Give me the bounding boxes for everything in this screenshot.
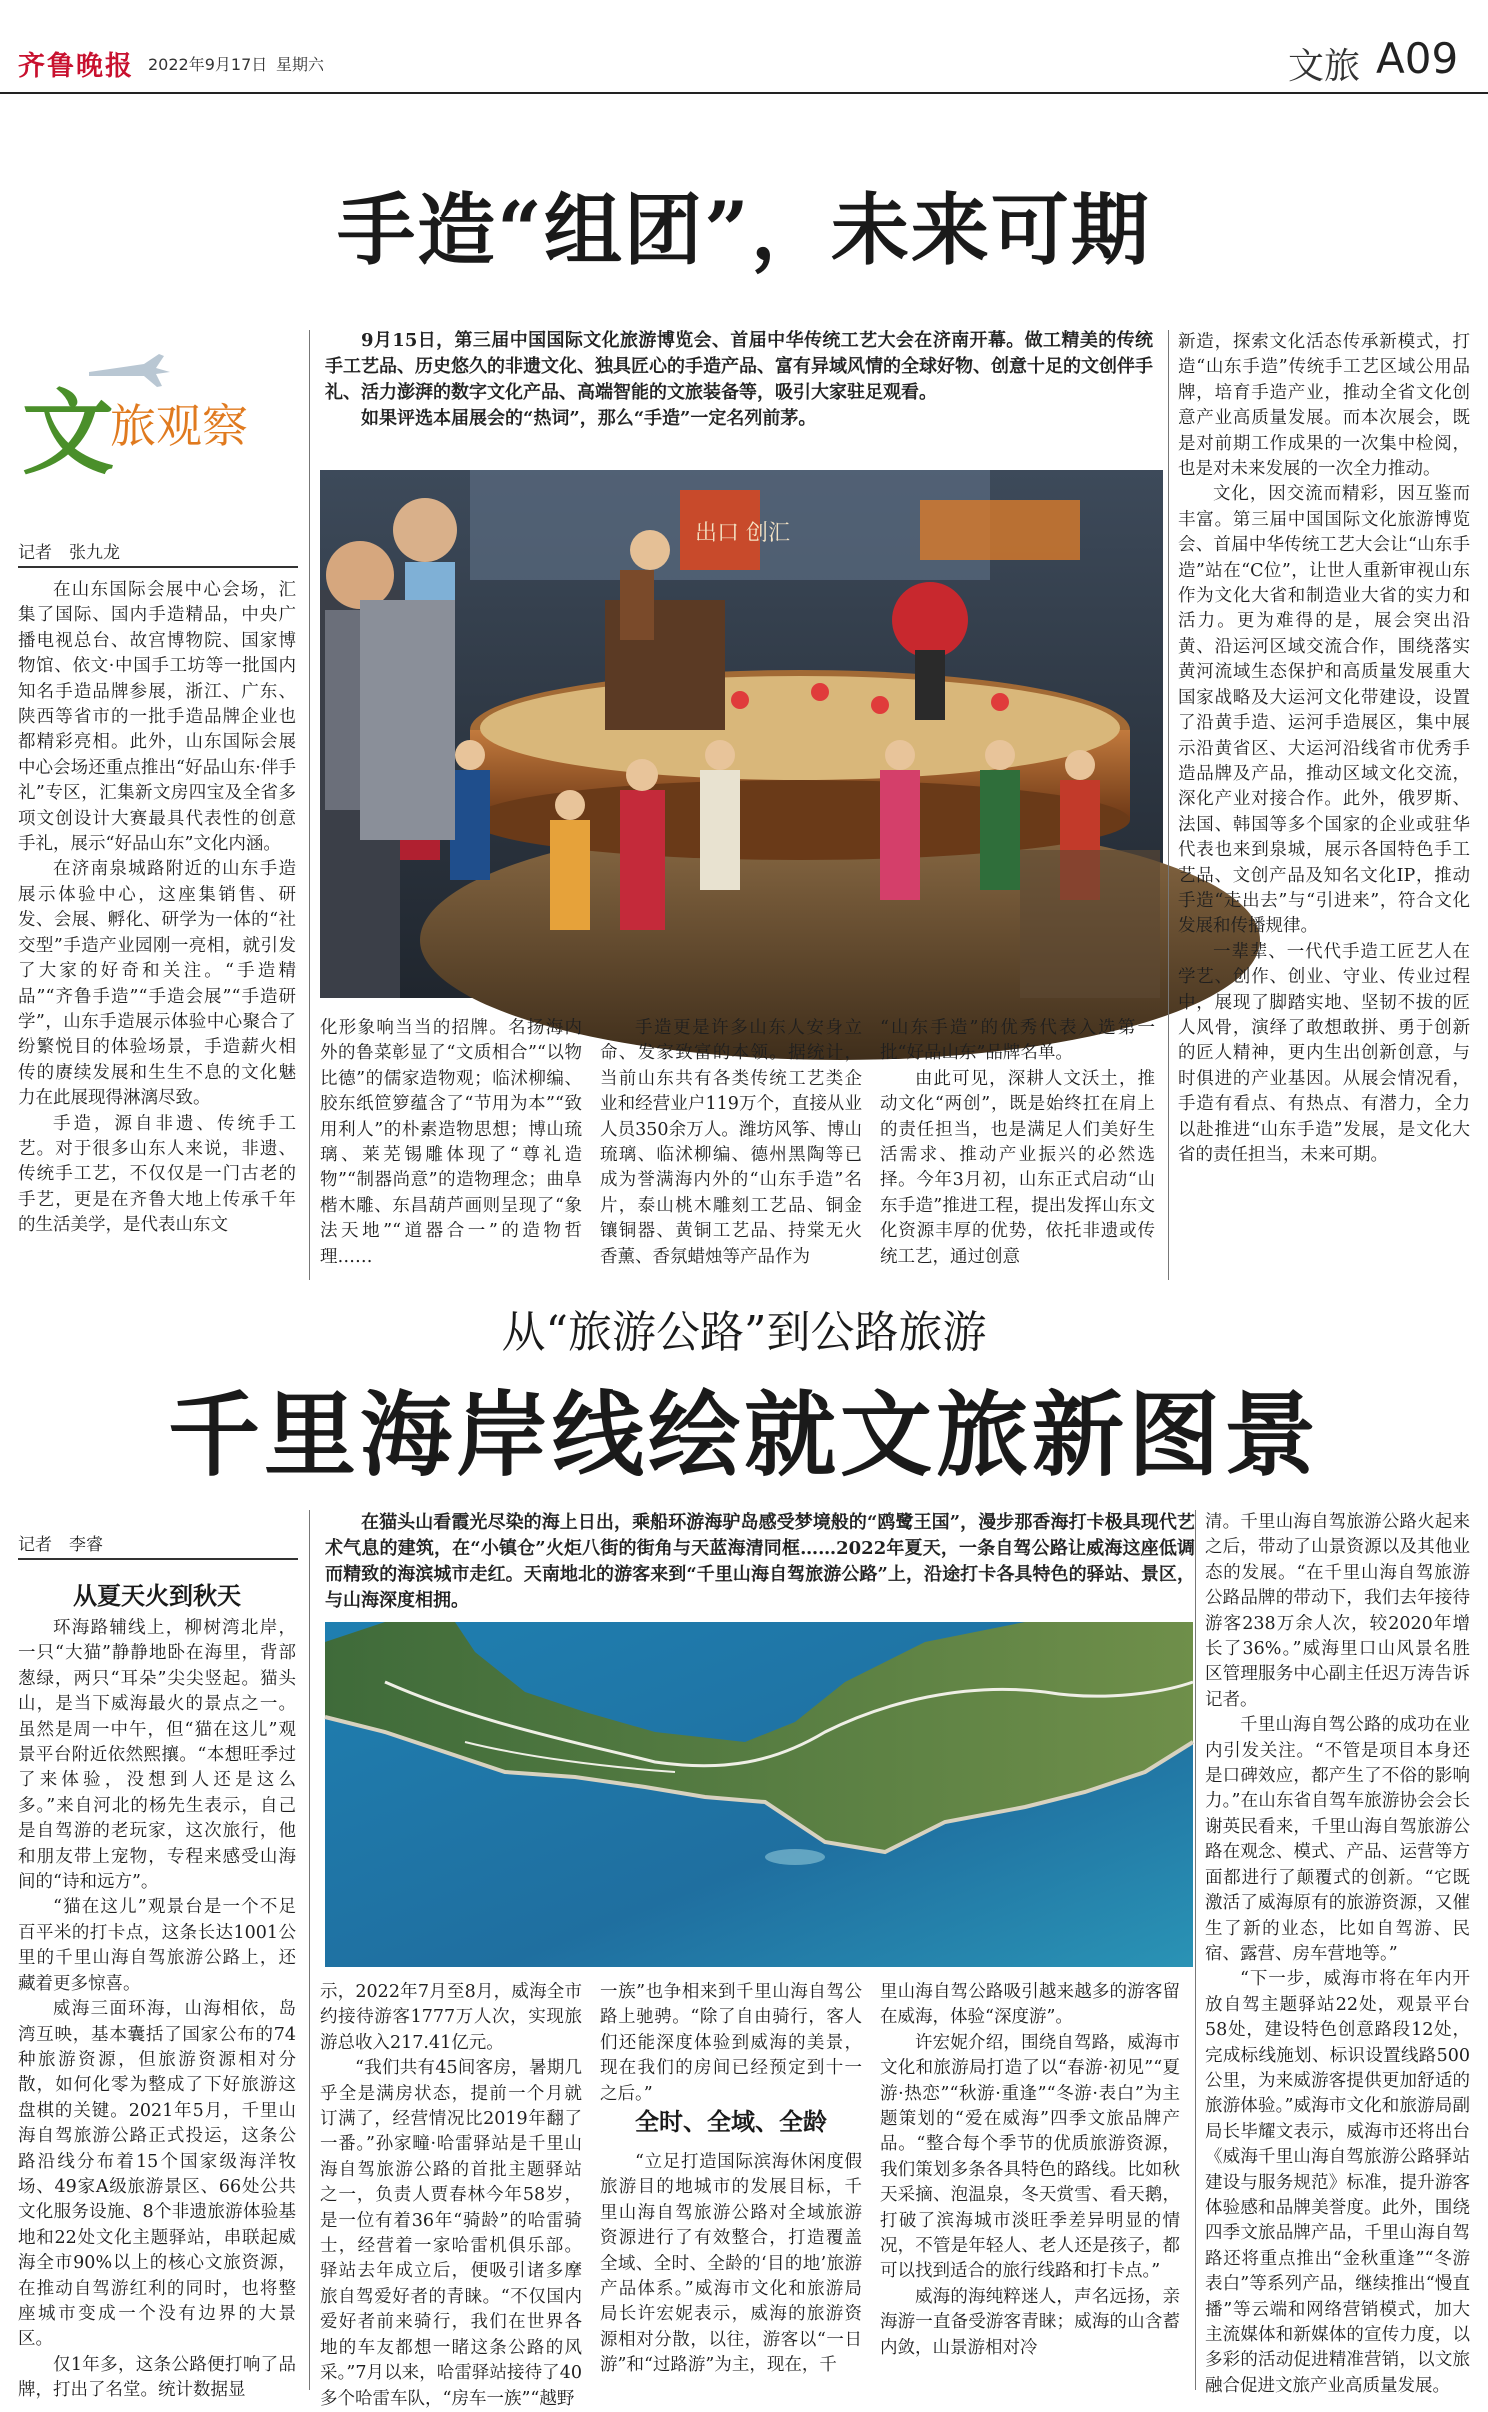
body-paragraph: 许宏妮介绍，围绕自驾路，威海市文化和旅游局打造了以“春游·初见”“夏游·热恋”“秋游·重逢”“冬游·表白”为主题策划的“爱在威海”四季文旅品牌产品。“整合每个季节的优质旅游资源，我们策划多条各具特色的路线。比如秋天采摘、泡温泉，冬天赏雪、看天鹅，打破了滨海城市淡旺季差异明显的情况，不管是年轻人、老人还是孩子，都可以找到适合的旅行线路和打卡点。” (880, 2032, 1180, 2282)
article1-column-left (18, 578, 296, 1278)
article1-lead (325, 328, 1153, 432)
body-paragraph: 里山海自驾公路吸引越来越多的游客留在威海，体验“深度游”。 (880, 1982, 1180, 2028)
article1-column-right (1178, 330, 1470, 1280)
article1-photo-handcraft-figurines (320, 470, 1163, 998)
section-subhead: 全时、全域、全龄 (635, 2107, 827, 2136)
article2-lead (325, 1510, 1195, 1614)
body-paragraph: 化形象响当当的招牌。名扬海内外的鲁菜彰显了“文质相合”“以物比德”的儒家造物观；临沭柳编、胶东纸笸箩蕴含了“节用为本”“致用利人”的朴素造物思想；博山琉璃、莱芜锡雕体现了“尊礼造物”“制器尚意”的造物理念；曲阜楷木雕、东昌葫芦画则呈现了“象法天地”“道器合一”的造物哲理…… (320, 1018, 582, 1267)
body-paragraph: 在山东国际会展中心会场，汇集了国际、国内手造精品，中央广播电视总台、故宫博物院、国家博物馆、依文·中国手工坊等一批国内知名手造品牌参展，浙江、广东、陕西等省市的一批手造品牌企业也都精彩亮相。此外，山东国际会展中心会场还重点推出“好品山东·伴手礼”专区，汇集新文房四宝及全省多项文创设计大赛最具代表性的创意手礼，展示“好品山东”文化内涵。 (18, 580, 296, 855)
article1-column-b3 (880, 1016, 1155, 1278)
body-paragraph: 清。千里山海自驾旅游公路火起来之后，带动了山景资源以及其他业态的发展。“在千里山海自驾旅游公路品牌的带动下，我们去年接待游客238万余人次，较2020年增长了36%。”威海里口山风景名胜区管理服务中心副主任迟万涛告诉记者。 (1205, 1512, 1470, 1710)
article2-column-b1 (320, 1980, 582, 2409)
badge-logo-glyph: 文 (22, 379, 115, 487)
body-paragraph: 环海路辅线上，柳树湾北岸，一只“大猫”静静地卧在海里，背部葱绿，两只“耳朵”尖尖竖起。猫头山，是当下威海最火的景点之一。虽然是周一中午，但“猫在这儿”观景平台附近依然熙攘。“本想旺季过了来体验，没想到人还是这么多。”来自河北的杨先生表示，自己是自驾游的老玩家，这次旅行，他和朋友带上宠物，专程来感受山海间的“诗和远方”。 (18, 1618, 296, 1893)
article2-column-b3 (880, 1980, 1180, 2390)
lead-paragraph: 在猫头山看霞光尽染的海上日出，乘船环游海驴岛感受梦境般的“鸥鹭王国”，漫步那香海打卡极具现代艺术气息的建筑，在“小镇仓”火炬八街的街角与天蓝海清同框……2022年夏天，一条自驾公路让威海这座低调而精致的海滨城市走红。天南地北的游客来到“千里山海自驾旅游公路”上，沿途打卡各具特色的驿站、景区，与山海深度相拥。 (325, 1512, 1195, 1611)
issue-date: 2022年9月17日 (148, 55, 268, 74)
lead-paragraph: 9月15日，第三届中国国际文化旅游博览会、首届中华传统工艺大会在济南开幕。做工精美的传统手工艺品、历史悠久的非遗文化、独具匠心的手造产品、富有异域风情的全球好物、创意十足的文创伴手礼、活力澎湃的数字文化产品、高端智能的文旅装备等，吸引大家驻足观看。 (325, 330, 1153, 403)
body-paragraph: 威海三面环海，山海相依，岛湾互映，基本囊括了国家公布的74种旅游资源，但旅游资源相对分散，如何化零为整成了下好旅游这盘棋的关键。2021年5月，千里山海自驾旅游公路正式投运，这条公路沿线分布着15个国家级海洋牧场、49家A级旅游景区、66处公共文化服务设施、8个非遗旅游体验基地和22处文化主题驿站，串联起威海全市90%以上的核心文旅资源，在推动自驾游红利的同时，也将整座城市变成一个没有边界的大景区。 (18, 1999, 296, 2350)
body-paragraph: 新造，探索文化活态传承新模式，打造“山东手造”传统手工艺区域公用品牌，培育手造产业，推动全省文化创意产业高质量发展。而本次展会，既是对前期工作成果的一次集中检阅，也是对未来发展的一次全力推动。 (1178, 332, 1470, 480)
photo-sign-text: 出口 创汇 (695, 521, 790, 546)
issue-weekday: 星期六 (276, 55, 325, 74)
article1-column-b2 (600, 1016, 862, 1278)
section-subhead: 从夏天火到秋天 (73, 1581, 241, 1610)
body-paragraph: 手造更是许多山东人安身立命、发家致富的本领。据统计，当前山东共有各类传统工艺类企业和经营业户119万个，直接从业人员350余万人。潍坊风筝、博山琉璃、临沭柳编、德州黑陶等已成为誉满海内外的“山东手造”名片，泰山桃木雕刻工艺品、铜金镶铜器、黄铜工艺品、持棠无火香薰、香氛蜡烛等产品作为 (600, 1018, 862, 1267)
byline-rule (18, 566, 298, 568)
article2-kicker: 从“旅游公路”到公路旅游 (501, 1307, 987, 1358)
body-paragraph: 示，2022年7月至8月，威海全市约接待游客1777万人次，实现旅游总收入217.41亿元。 (320, 1982, 582, 2053)
body-paragraph: 千里山海自驾公路的成功在业内引发关注。“不管是项目本身还是口碑效应，都产生了不俗的影响力。”在山东省自驾车旅游协会会长谢英民看来，千里山海自驾旅游公路在观念、模式、产品、运营等方面都进行了颠覆式的创新。“它既激活了威海原有的旅游资源，又催生了新的业态，比如自驾游、民宿、露营、房车营地等。” (1205, 1715, 1470, 1964)
article2-column-b2b (600, 2150, 862, 2390)
section-name: 文旅 (1288, 46, 1361, 87)
article2-photo-coastline-aerial (325, 1622, 1193, 1967)
byline-rule (18, 1558, 298, 1560)
article2-column-right (1205, 1510, 1470, 2396)
body-paragraph: “下一步，威海市将在年内开放自驾主题驿站22处，观景平台58处，建设特色创意路段12处，完成标线施划、标识设置线路500公里，为来威游客提供更加舒适的旅游体验。”威海市文化和旅游局副局长毕耀文表示，威海市还将出台《威海千里山海自驾旅游公路驿站建设与服务规范》标准，提升游客体验感和品牌美誉度。此外，围绕四季文旅品牌产品，千里山海自驾路还将重点推出“金秋重逢”“冬游表白”等系列产品，继续推出“慢直播”等云端和网络营销模式，加大主流媒体和新媒体的宣传力度，以多彩的活动促进精准营销，以文旅融合促进文旅产业高质量发展。 (1205, 1969, 1470, 2396)
badge-label: 旅观察 (110, 399, 248, 453)
article2-headline: 千里海岸线绘就文旅新图景 (167, 1381, 1320, 1489)
body-paragraph: 一族”也争相来到千里山海自驾公路上驰骋。“除了自由骑行，客人们还能深度体验到威海的美景，现在我们的房间已经预定到十一之后。” (600, 1982, 862, 2104)
column-divider (1168, 330, 1169, 1280)
lead-paragraph: 如果评选本届展会的“热词”，那么“手造”一定名列前茅。 (361, 408, 817, 429)
body-paragraph: “猫在这儿”观景台是一个不足百平米的打卡点，这条长达1001公里的千里山海自驾旅游公路上，还藏着更多惊喜。 (18, 1897, 296, 1994)
column-divider (309, 1510, 310, 2390)
body-paragraph: “山东手造”的优秀代表入选第一批“好品山东”品牌名单。 (880, 1018, 1155, 1064)
body-paragraph: 文化，因交流而精彩，因互鉴而丰富。第三届中国国际文化旅游博览会、首届中华传统工艺大会让“山东手造”站在“C位”，让世人重新审视山东作为文化大省和制造业大省的实力和活力。更为难得的是，展会突出沿黄、沿运河区域交流合作，围绕落实黄河流域生态保护和高质量发展重大国家战略及大运河文化带建设，设置了沿黄手造、运河手造展区，集中展示沿黄省区、大运河沿线省市优秀手造品牌及产品，推动区域文化交流，深化产业对接合作。此外，俄罗斯、法国、韩国等多个国家的企业或驻华代表也来到泉城，展示各国特色手工艺品、文创产品及知名文化IP，推动手造“走出去”与“引进来”，符合文化发展和传播规律。 (1178, 484, 1470, 937)
column-divider (309, 330, 310, 1280)
newspaper-logo: 齐鲁晚报 (18, 51, 134, 82)
body-paragraph: 在济南泉城路附近的山东手造展示体验中心，这座集销售、研发、会展、孵化、研学为一体的“社交型”手造产业园刚一亮相，就引发了大家的好奇和关注。“手造精品”“齐鲁手造”“手造会展”“手造研学”，山东手造展示体验中心聚合了纷繁悦目的体验场景，手造薪火相传的赓续发展和生生不息的文化魅力在此展现得淋漓尽致。 (18, 859, 296, 1109)
article1-column-b1 (320, 1016, 582, 1278)
body-paragraph: “立足打造国际滨海休闲度假旅游目的地城市的发展目标，千里山海自驾旅游公路对全域旅游资源进行了有效整合，打造覆盖全域、全时、全龄的‘目的地’旅游产品体系。”威海市文化和旅游局局长许宏妮表示，威海的旅游资源相对分散，以往，游客以“一日游”和“过路游”为主，现在，千 (600, 2152, 862, 2376)
masthead-rule (0, 92, 1488, 94)
column-badge (14, 350, 314, 487)
body-paragraph: 手造，源自非遗、传统手工艺。对于很多山东人来说，非遗、传统手工艺，不仅仅是一门古老的手艺，更是在齐鲁大地上传承千年的生活美学，是代表山东文 (18, 1113, 296, 1236)
column-divider (1195, 1510, 1196, 2390)
body-paragraph: “我们共有45间客房，暑期几乎全是满房状态，提前一个月就订满了，经营情况比2019年翻了一番。”孙家疃·哈雷驿站是千里山海自驾旅游公路的首批主题驿站之一，负责人贾春林今年58岁，是一位有着36年“骑龄”的哈雷骑士，经营着一家哈雷机俱乐部。驿站去年成立后，便吸引诸多摩旅自驾爱好者的青睐。“不仅国内爱好者前来骑行，我们在世界各地的车友都想一睹这条公路的风采。”7月以来，哈雷驿站接待了40多个哈雷车队，“房车一族”“越野 (320, 2058, 582, 2409)
article1-byline: 记者 张九龙 (18, 543, 120, 563)
article2-column-left (18, 1616, 296, 2401)
article2-column-b2 (600, 1980, 862, 2104)
body-paragraph: 一辈辈、一代代手造工匠艺人在学艺、创作、创业、守业、传业过程中，展现了脚踏实地、坚韧不拔的匠人风骨，演绎了敢想敢拼、勇于创新的匠人精神，更内生出创新创意，与时俱进的产业基因。从展会情况看，手造有看点、有热点、有潜力，全力以赴推进“山东手造”发展，是文化大省的责任担当，未来可期。 (1178, 941, 1470, 1165)
page-number: A09 (1376, 34, 1459, 83)
article2-byline: 记者 李睿 (18, 1535, 103, 1555)
body-paragraph: 由此可见，深耕人文沃土，推动文化“两创”，既是始终扛在肩上的责任担当，也是满足人们美好生活需求、推动产业振兴的必然选择。今年3月初，山东正式启动“山东手造”推进工程，提出发挥山东文化资源丰厚的优势，依托非遗或传统工艺，通过创意 (880, 1068, 1155, 1267)
body-paragraph: 仅1年多，这条公路便打响了品牌，打出了名堂。统计数据显 (18, 2354, 296, 2401)
body-paragraph: 威海的海纯粹迷人，声名远扬，亲海游一直备受游客青睐；威海的山含蓄内敛，山景游相对冷 (880, 2286, 1180, 2358)
article1-headline: 手造“组团”，未来可期 (337, 185, 1151, 276)
